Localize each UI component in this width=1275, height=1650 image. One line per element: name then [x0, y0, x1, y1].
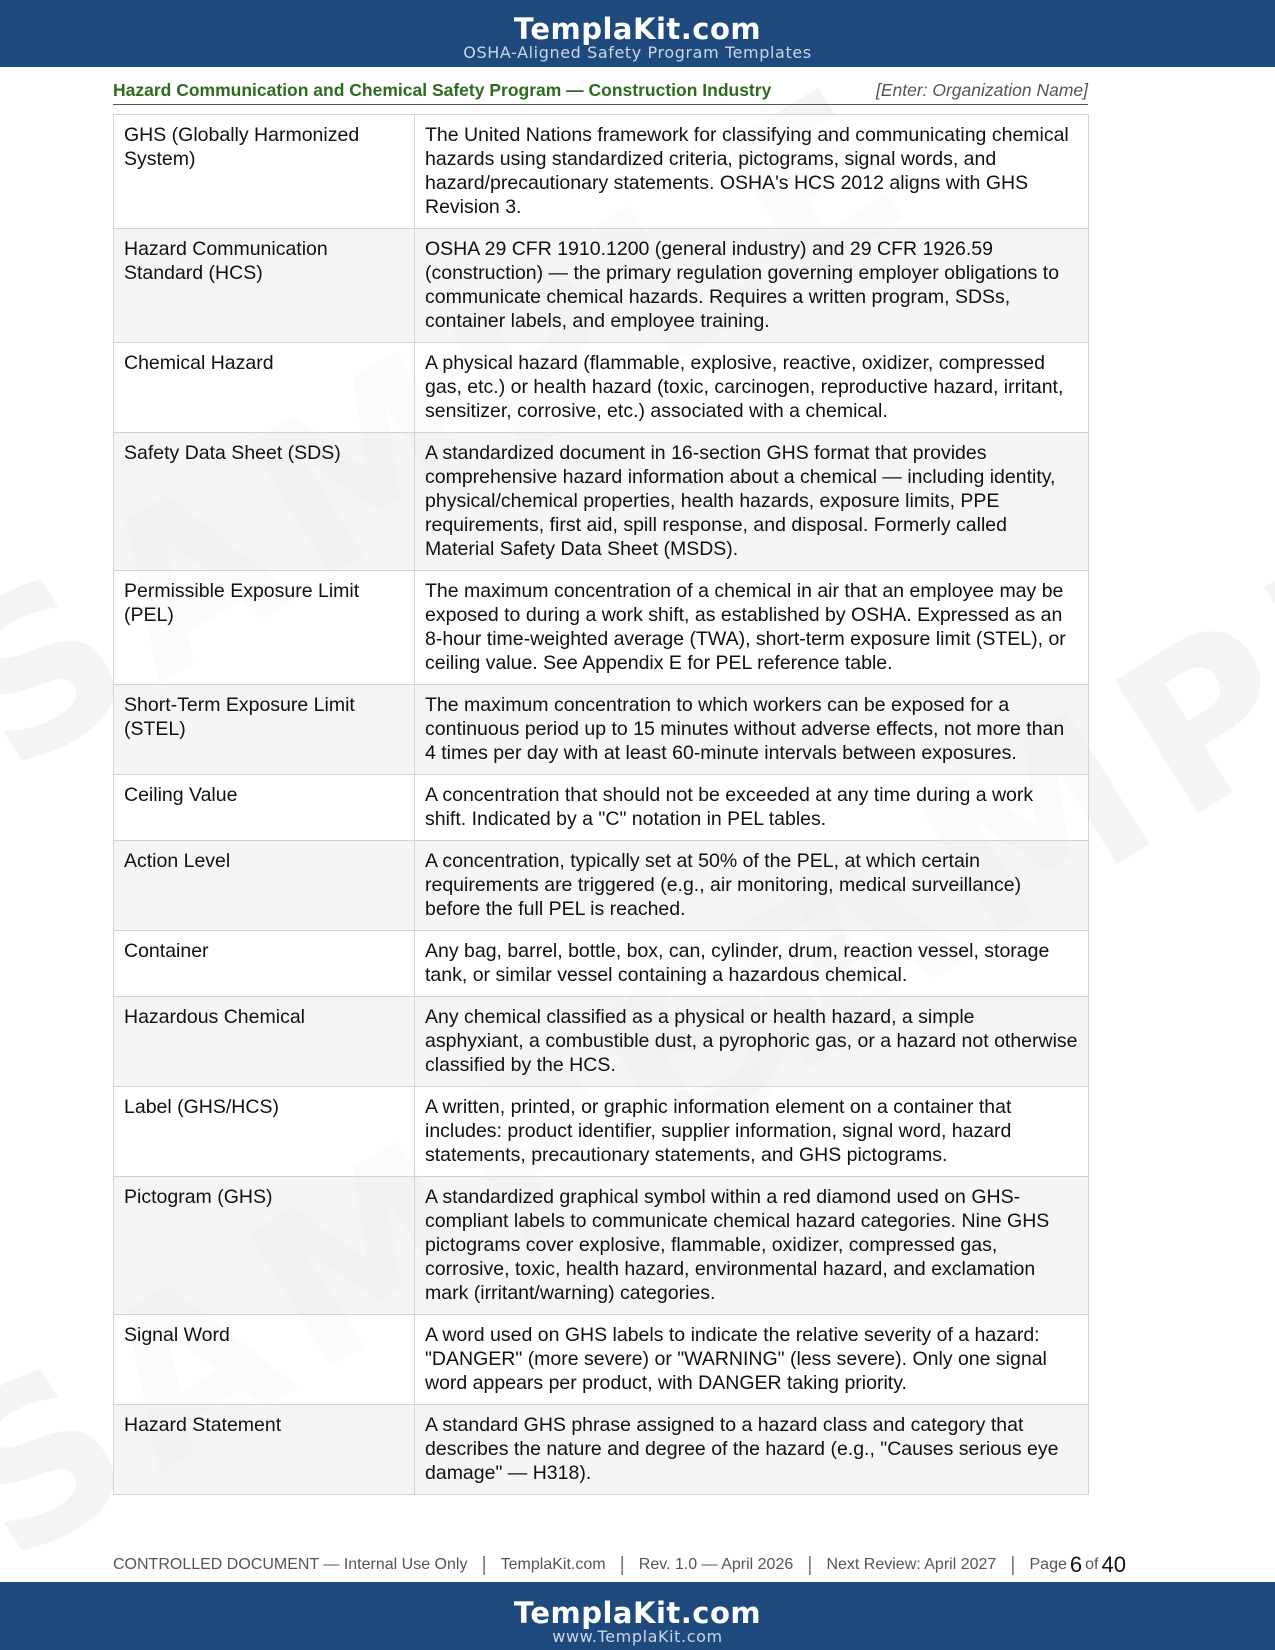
table-row [114, 685, 1089, 775]
footer-page-label: Page [1029, 1556, 1067, 1573]
definition-term: Permissible Exposure Limit (PEL) [114, 571, 415, 685]
table-row [114, 1087, 1089, 1177]
table-row [114, 1315, 1089, 1405]
definitions-table [113, 114, 1089, 1495]
footer-separator: | [807, 1553, 813, 1576]
definition-term: Signal Word [114, 1315, 415, 1405]
definition-term: Short-Term Exposure Limit (STEL) [114, 685, 415, 775]
document-header [113, 76, 1088, 105]
definition-term: Hazard Communication Standard (HCS) [114, 229, 415, 343]
table-row [114, 115, 1089, 229]
top-banner [0, 0, 1275, 67]
definition-text: A physical hazard (flammable, explosive, reactive, oxidizer, compressed gas, etc.) or health hazard (toxic, carcinogen, reproductive hazard, irritant, sensitizer, corrosive, etc.) associated with a chemical. [415, 343, 1089, 433]
definition-term: Safety Data Sheet (SDS) [114, 433, 415, 571]
bottom-banner-brand: TemplaKit.com [513, 1596, 762, 1630]
footer-page-total: 40 [1101, 1552, 1126, 1577]
footer-page-of: of [1085, 1556, 1099, 1573]
footer-separator: | [619, 1553, 625, 1576]
definition-term: Action Level [114, 841, 415, 931]
definition-text: Any chemical classified as a physical or health hazard, a simple asphyxiant, a combustible dust, a pyrophoric gas, or a hazard not otherwise classified by the HCS. [415, 997, 1089, 1087]
bottom-banner-url: www.TemplaKit.com [552, 1627, 723, 1646]
definition-term: Label (GHS/HCS) [114, 1087, 415, 1177]
table-row [114, 841, 1089, 931]
table-row [114, 229, 1089, 343]
definition-term: Chemical Hazard [114, 343, 415, 433]
footer-next-review: Next Review: April 2027 [826, 1556, 997, 1573]
definition-term: GHS (Globally Harmonized System) [114, 115, 415, 229]
footer-page-current: 6 [1069, 1552, 1083, 1577]
banner-tagline: OSHA-Aligned Safety Program Templates [463, 43, 812, 62]
banner-brand: TemplaKit.com [513, 12, 762, 46]
footer-separator: | [1010, 1553, 1016, 1576]
table-row [114, 931, 1089, 997]
table-row [114, 1405, 1089, 1495]
definition-text: The maximum concentration to which workers can be exposed for a continuous period up to 15 minutes without adverse effects, not more than 4 times per day with at least 60-minute intervals between exposures. [415, 685, 1089, 775]
footer-controlled-notice: CONTROLLED DOCUMENT — Internal Use Only [113, 1556, 468, 1573]
footer-separator: | [481, 1553, 487, 1576]
document-footer [113, 1552, 1163, 1578]
definition-text: A standardized document in 16-section GHS format that provides comprehensive hazard information about a chemical — including identity, physical/chemical properties, health hazards, exposure limits, PPE requirements, first aid, spill response, and disposal. Formerly called Material Safety Data Sheet (MSDS). [415, 433, 1089, 571]
table-row [114, 343, 1089, 433]
bottom-banner [0, 1582, 1275, 1650]
definition-text: A concentration, typically set at 50% of the PEL, at which certain requirements are triggered (e.g., air monitoring, medical surveillance) before the full PEL is reached. [415, 841, 1089, 931]
organization-name-placeholder: [Enter: Organization Name] [875, 79, 1088, 100]
definition-text: The United Nations framework for classifying and communicating chemical hazards using standardized criteria, pictograms, signal words, and hazard/precautionary statements. OSHA's HCS 2012 aligns with GHS Revision 3. [415, 115, 1089, 229]
definition-text: A concentration that should not be exceeded at any time during a work shift. Indicated by a "C" notation in PEL tables. [415, 775, 1089, 841]
table-row [114, 997, 1089, 1087]
footer-revision: Rev. 1.0 — April 2026 [638, 1556, 794, 1573]
table-row [114, 433, 1089, 571]
table-row [114, 775, 1089, 841]
definition-text: A standardized graphical symbol within a red diamond used on GHS-compliant labels to communicate chemical hazard categories. Nine GHS pictograms cover explosive, flammable, oxidizer, compressed gas, corrosive, toxic, health hazard, environmental hazard, and exclamation mark (irritant/warning) categories. [415, 1177, 1089, 1315]
document-title: Hazard Communication and Chemical Safety Program — Construction Industry [113, 79, 772, 100]
definition-text: Any bag, barrel, bottle, box, can, cylinder, drum, reaction vessel, storage tank, or similar vessel containing a hazardous chemical. [415, 931, 1089, 997]
table-row [114, 1177, 1089, 1315]
definition-text: A word used on GHS labels to indicate the relative severity of a hazard: "DANGER" (more severe) or "WARNING" (less severe). Only one signal word appears per product, with DANGER taking priority. [415, 1315, 1089, 1405]
definition-term: Hazardous Chemical [114, 997, 415, 1087]
footer-site: TemplaKit.com [500, 1556, 606, 1573]
definition-text: The maximum concentration of a chemical in air that an employee may be exposed to during a work shift, as established by OSHA. Expressed as an 8-hour time-weighted average (TWA), short-term exposure limit (STEL), or ceiling value. See Appendix E for PEL reference table. [415, 571, 1089, 685]
definition-term: Container [114, 931, 415, 997]
table-row [114, 571, 1089, 685]
definition-term: Pictogram (GHS) [114, 1177, 415, 1315]
definition-text: A written, printed, or graphic information element on a container that includes: product identifier, supplier information, signal word, hazard statements, precautionary statements, and GHS pictograms. [415, 1087, 1089, 1177]
definition-text: OSHA 29 CFR 1910.1200 (general industry) and 29 CFR 1926.59 (construction) — the primary regulation governing employer obligations to communicate chemical hazards. Requires a written program, SDSs, container labels, and employee training. [415, 229, 1089, 343]
definition-term: Ceiling Value [114, 775, 415, 841]
definition-term: Hazard Statement [114, 1405, 415, 1495]
definition-text: A standard GHS phrase assigned to a hazard class and category that describes the nature and degree of the hazard (e.g., "Causes serious eye damage" — H318). [415, 1405, 1089, 1495]
